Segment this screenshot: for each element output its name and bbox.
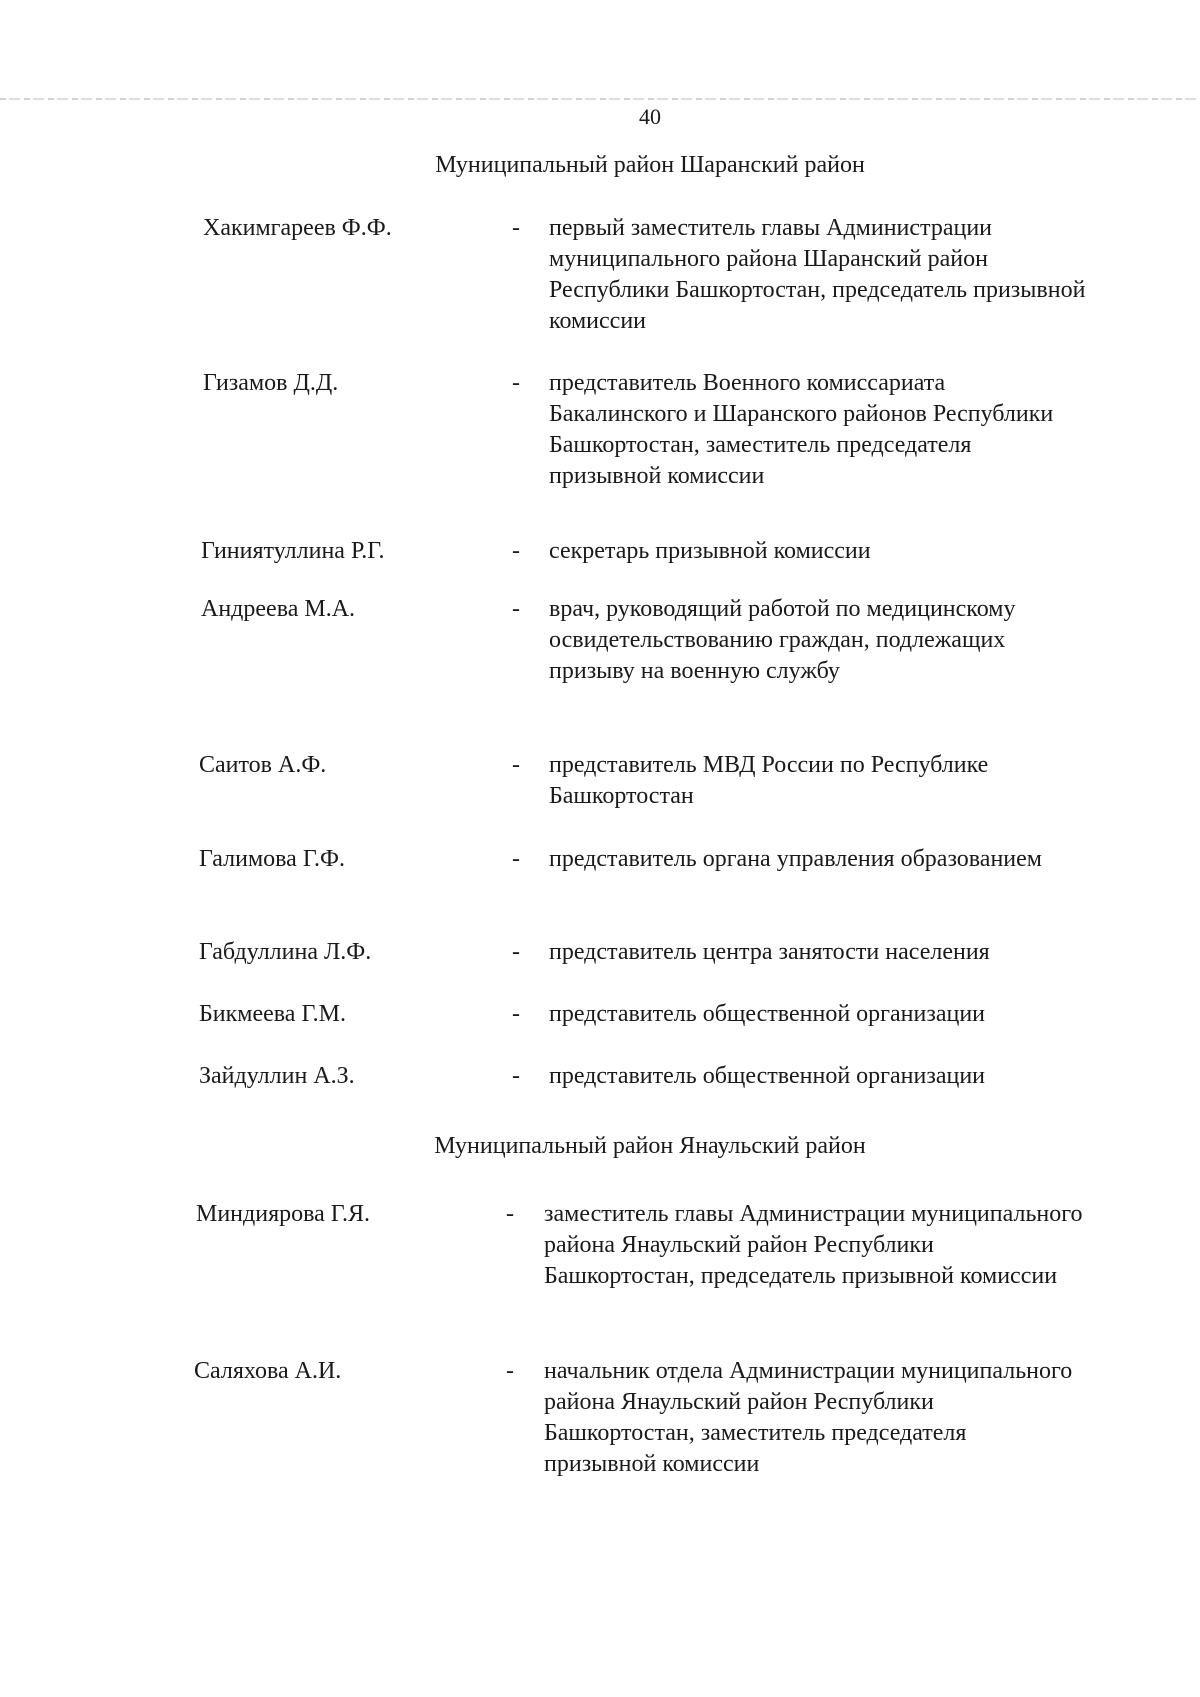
section-title-sharansky: Муниципальный район Шаранский район [435, 152, 865, 178]
member-role: представитель Военного комиссариата Бакалинского и Шаранского районов Республики Башкортостан, заместитель председателя призывной комиссии [549, 370, 1054, 489]
member-name: Бикмеева Г.М. [199, 1001, 346, 1027]
member-dash: - [512, 846, 520, 872]
member-dash: - [506, 1358, 514, 1384]
member-role: представитель общественной организации [549, 1063, 986, 1089]
member-name: Гизамов Д.Д. [203, 370, 339, 396]
member-name: Зайдуллин А.З. [199, 1063, 355, 1089]
member-name: Саляхова А.И. [194, 1358, 342, 1384]
member-dash: - [512, 370, 520, 396]
page-number: 40 [639, 104, 661, 129]
member-name: Андреева М.А. [201, 596, 356, 622]
member-role: секретарь призывной комиссии [549, 538, 871, 564]
member-name: Габдуллина Л.Ф. [199, 939, 372, 965]
member-role: врач, руководящий работой по медицинскому освидетельствованию граждан, подлежащих призыву на военную службу [549, 596, 1016, 684]
member-dash: - [506, 1201, 514, 1227]
member-role: заместитель главы Администрации муниципального района Янаульский район Республики Башкортостан, председатель призывной комиссии [544, 1201, 1083, 1289]
member-dash: - [512, 752, 520, 778]
member-dash: - [512, 939, 520, 965]
scan-edge-line [0, 98, 1200, 100]
member-role: представитель МВД России по Республике Башкортостан [549, 752, 989, 809]
member-name: Галимова Г.Ф. [199, 846, 345, 872]
member-role: представитель центра занятости населения [549, 939, 990, 965]
member-dash: - [512, 215, 520, 241]
member-name: Хакимгареев Ф.Ф. [203, 215, 392, 241]
member-dash: - [512, 596, 520, 622]
section-title-yanaulsky: Муниципальный район Янаульский район [434, 1133, 866, 1159]
member-dash: - [512, 1063, 520, 1089]
member-name: Саитов А.Ф. [199, 752, 327, 778]
member-role: представитель общественной организации [549, 1001, 986, 1027]
member-dash: - [512, 538, 520, 564]
member-role: начальник отдела Администрации муниципального района Янаульский район Республики Башкортостан, заместитель председателя призывной комиссии [544, 1358, 1073, 1477]
member-name: Гиниятуллина Р.Г. [201, 538, 385, 564]
member-name: Миндиярова Г.Я. [196, 1201, 370, 1227]
member-role: представитель органа управления образованием [549, 846, 1042, 872]
member-role: первый заместитель главы Администрации муниципального района Шаранский район Республики Башкортостан, председатель призывной комиссии [549, 215, 1086, 334]
member-dash: - [512, 1001, 520, 1027]
